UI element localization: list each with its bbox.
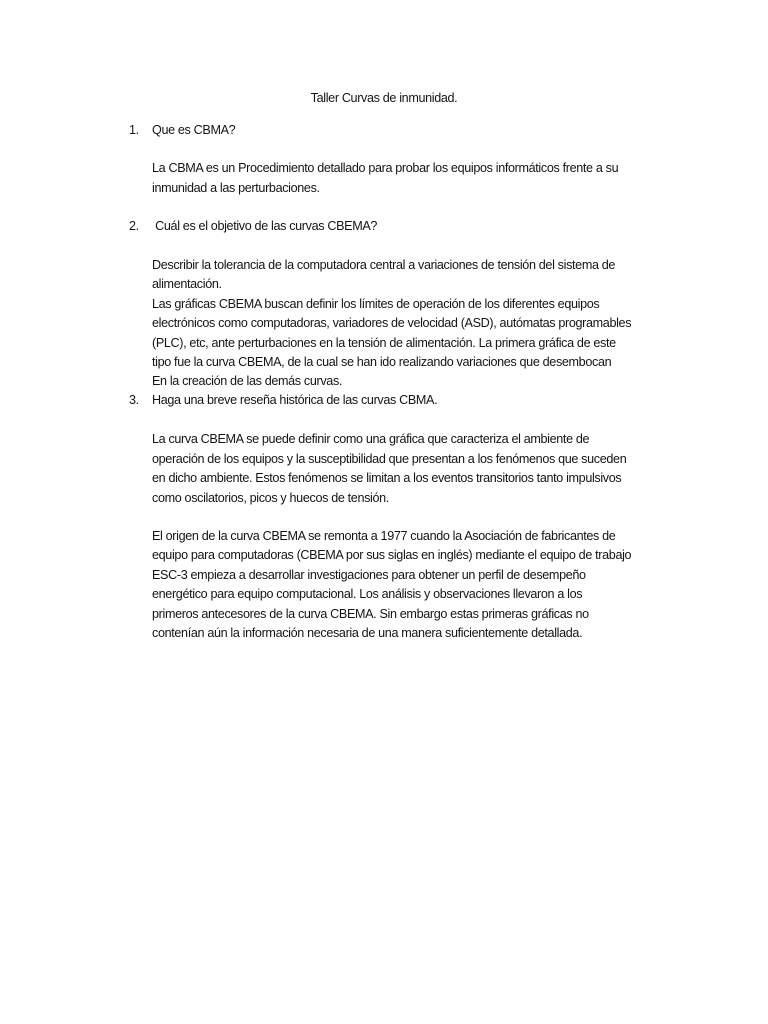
q3-paragraph2-line: primeros antecesores de la curva CBEMA. Sin embargo estas primeras gráficas no	[152, 607, 589, 621]
q3-paragraph2-line: ESC-3 empieza a desarrollar investigaciones para obtener un perfil de desempeño	[152, 568, 586, 582]
document-title: Taller Curvas de inmunidad.	[310, 91, 458, 105]
q3-paragraph1-line: operación de los equipos y la susceptibilidad que presentan a los fenómenos que suceden	[152, 452, 627, 466]
q2-answer-line: En la creación de las demás curvas.	[152, 374, 343, 388]
q2-answer-line: Las gráficas CBEMA buscan definir los límites de operación de los diferentes equipos	[152, 297, 600, 311]
q3-paragraph2-line: equipo para computadoras (CBEMA por sus siglas en inglés) mediante el equipo de trabajo	[152, 548, 632, 562]
q1-answer-line: inmunidad a las perturbaciones.	[152, 181, 320, 195]
q3-question: Haga una breve reseña histórica de las curvas CBMA.	[152, 393, 438, 407]
q3-paragraph1-line: La curva CBEMA se puede definir como una gráfica que caracteriza el ambiente de	[152, 432, 590, 446]
q2-question: Cuál es el objetivo de las curvas CBEMA?	[152, 219, 378, 233]
q3-paragraph2-line: El origen de la curva CBEMA se remonta a 1977 cuando la Asociación de fabricantes de	[152, 529, 616, 543]
q2-number: 2.	[129, 219, 139, 233]
q2-answer-line: electrónicos como computadoras, variadores de velocidad (ASD), autómatas programables	[152, 316, 632, 330]
q3-paragraph1-line: en dicho ambiente. Estos fenómenos se limitan a los eventos transitorios tanto impulsivos	[152, 471, 622, 485]
q2-answer-line: tipo fue la curva CBEMA, de la cual se han ido realizando variaciones que desembocan	[152, 355, 612, 369]
q3-paragraph2-line: contenían aún la información necesaria de una manera suficientemente detallada.	[152, 626, 583, 640]
q3-paragraph1-line: como oscilatorios, picos y huecos de tensión.	[152, 491, 389, 505]
q2-answer-line: alimentación.	[152, 277, 222, 291]
q1-answer-line: La CBMA es un Procedimiento detallado para probar los equipos informáticos frente a su	[152, 161, 619, 175]
q2-answer-line: Describir la tolerancia de la computadora central a variaciones de tensión del sistema de	[152, 258, 616, 272]
q3-paragraph2-line: energético para equipo computacional. Los análisis y observaciones llevaron a los	[152, 587, 583, 601]
q3-number: 3.	[129, 393, 139, 407]
q1-number: 1.	[129, 123, 139, 137]
q1-question: Que es CBMA?	[152, 123, 236, 137]
q2-answer-line: (PLC), etc, ante perturbaciones en la tensión de alimentación. La primera gráfica de este	[152, 336, 616, 350]
